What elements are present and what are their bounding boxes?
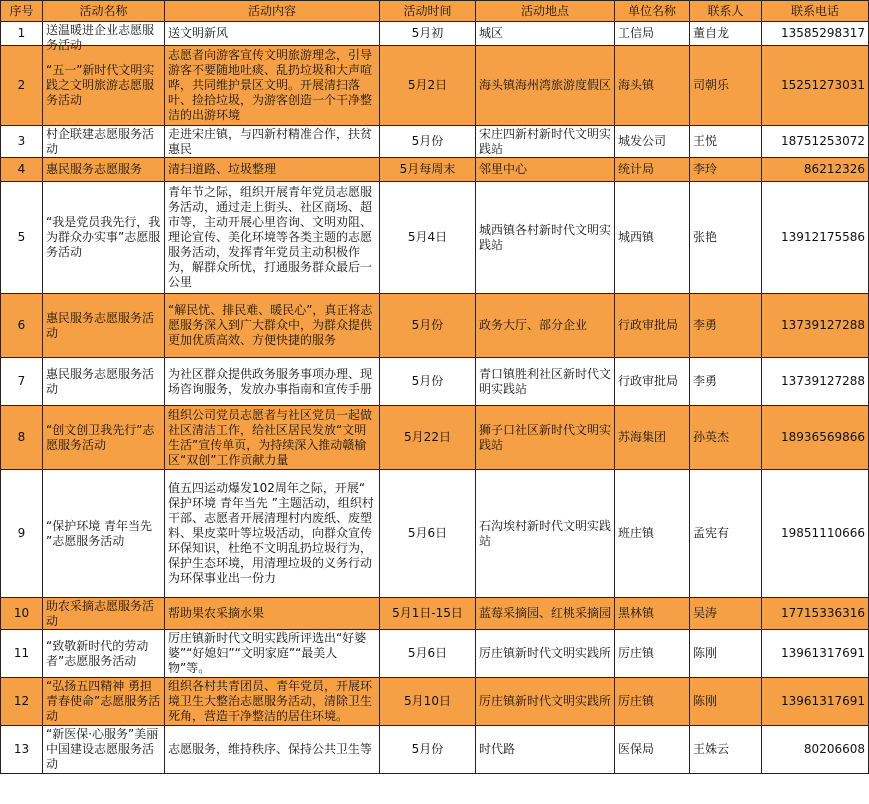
cell-activity-content[interactable] xyxy=(165,470,380,598)
cell-contact-phone[interactable] xyxy=(762,726,869,774)
cell-organization[interactable] xyxy=(615,598,690,630)
table-row xyxy=(1,46,869,126)
cell-activity-name[interactable] xyxy=(43,598,165,630)
cell-contact-phone-text: 13961317691 xyxy=(781,646,865,660)
cell-contact-person-text: 王姝云 xyxy=(693,742,730,756)
cell-contact-person-text: 董自龙 xyxy=(693,26,730,40)
cell-activity-time-text: 5月4日 xyxy=(407,230,448,244)
cell-activity-time[interactable] xyxy=(380,358,476,406)
cell-organization[interactable] xyxy=(615,126,690,158)
cell-activity-content[interactable] xyxy=(165,294,380,358)
cell-activity-content-text: 组织各村共青团员、青年党员，开展环境卫生大整治志愿服务活动，清除卫生死角，营造干净整洁的居住环境。 xyxy=(168,679,373,723)
cell-contact-person-text: 张艳 xyxy=(693,230,718,244)
table-row xyxy=(1,678,869,726)
cell-activity-time-text: 5月6日 xyxy=(407,526,448,540)
cell-activity-location[interactable] xyxy=(476,46,615,126)
cell-activity-name[interactable] xyxy=(43,726,165,774)
table-row xyxy=(1,158,869,182)
cell-activity-name-text: “五一”新时代文明实践之文明旅游志愿服务活动 xyxy=(46,63,155,107)
cell-activity-time-text: 5月每周末 xyxy=(399,162,456,176)
cell-contact-phone[interactable] xyxy=(762,22,869,46)
cell-activity-location-text: 城区 xyxy=(479,26,504,40)
cell-index[interactable] xyxy=(1,182,43,294)
cell-activity-content[interactable] xyxy=(165,598,380,630)
cell-activity-time[interactable] xyxy=(380,294,476,358)
cell-activity-location-text: 邻里中心 xyxy=(479,162,528,176)
cell-activity-content[interactable] xyxy=(165,726,380,774)
cell-organization-text: 黑林镇 xyxy=(618,606,655,620)
cell-contact-phone-text: 15251273031 xyxy=(781,78,865,92)
cell-index-text: 2 xyxy=(17,78,26,92)
cell-organization[interactable] xyxy=(615,678,690,726)
cell-activity-content-text: 清扫道路、垃圾整理 xyxy=(168,162,277,176)
cell-activity-name[interactable] xyxy=(43,182,165,294)
cell-organization[interactable] xyxy=(615,46,690,126)
cell-index-text: 9 xyxy=(17,526,26,540)
cell-activity-content[interactable] xyxy=(165,158,380,182)
cell-contact-person-text: 吴涛 xyxy=(693,606,718,620)
cell-contact-phone-text: 18751253072 xyxy=(781,134,865,148)
cell-index[interactable] xyxy=(1,294,43,358)
cell-contact-phone[interactable] xyxy=(762,406,869,470)
table-row xyxy=(1,358,869,406)
cell-activity-location[interactable] xyxy=(476,726,615,774)
header-contact-person[interactable]: 联系人 xyxy=(690,1,762,22)
cell-activity-location-text: 海头镇海州湾旅游度假区 xyxy=(479,78,612,92)
cell-activity-location[interactable] xyxy=(476,294,615,358)
header-activity-name[interactable]: 活动名称 xyxy=(43,1,165,22)
cell-contact-phone-text: 80206608 xyxy=(803,742,865,756)
cell-activity-content[interactable] xyxy=(165,126,380,158)
cell-index[interactable] xyxy=(1,22,43,46)
cell-index[interactable] xyxy=(1,46,43,126)
cell-activity-content-text: 为社区群众提供政务服务事项办理、现场咨询服务，发放办事指南和宣传手册 xyxy=(168,366,373,396)
cell-activity-location-text: 时代路 xyxy=(479,742,516,756)
cell-activity-time-text: 5月10日 xyxy=(404,694,451,708)
cell-index-text: 6 xyxy=(17,318,26,332)
cell-activity-content[interactable] xyxy=(165,630,380,678)
header-row xyxy=(1,1,869,22)
header-organization[interactable]: 单位名称 xyxy=(615,1,690,22)
cell-contact-phone[interactable] xyxy=(762,630,869,678)
cell-activity-content-text: 志愿者向游客宣传文明旅游理念，引导游客不要随地吐痰、乱扔垃圾和大声喧哗，共同维护景区文明。开展清扫落叶、捡拾垃圾，为游客创造一个干净整洁的出游环境 xyxy=(168,48,373,122)
cell-activity-name-text: “我是党员我先行，我为群众办实事”志愿服务活动 xyxy=(46,215,161,259)
cell-organization-text: 城发公司 xyxy=(618,134,667,148)
cell-contact-phone[interactable] xyxy=(762,46,869,126)
cell-organization[interactable] xyxy=(615,294,690,358)
cell-organization-text: 厉庄镇 xyxy=(618,694,655,708)
cell-index-text: 8 xyxy=(17,430,26,444)
cell-activity-content-text: 帮助果农采摘水果 xyxy=(168,606,265,620)
cell-activity-name[interactable] xyxy=(43,630,165,678)
cell-contact-phone[interactable] xyxy=(762,182,869,294)
cell-index-text: 7 xyxy=(17,374,26,388)
cell-activity-name-text: “保护环境 青年当先 ”志愿服务活动 xyxy=(46,518,153,548)
cell-activity-content-text: 送文明新风 xyxy=(168,26,229,40)
cell-activity-time-text: 5月22日 xyxy=(404,430,451,444)
cell-activity-time[interactable] xyxy=(380,46,476,126)
header-contact-phone[interactable]: 联系电话 xyxy=(762,1,869,22)
cell-activity-location-text: 城西镇各村新时代文明实践站 xyxy=(479,222,612,252)
cell-activity-name-text: “新医保·心服务”美丽中国建设志愿服务活动 xyxy=(46,727,159,771)
cell-contact-phone-text: 13585298317 xyxy=(781,26,865,40)
cell-organization-text: 医保局 xyxy=(618,742,655,756)
cell-contact-phone[interactable] xyxy=(762,470,869,598)
cell-activity-location-text: 政务大厅、部分企业 xyxy=(479,318,588,332)
cell-index[interactable] xyxy=(1,406,43,470)
cell-activity-time[interactable] xyxy=(380,126,476,158)
cell-activity-name[interactable] xyxy=(43,158,165,182)
cell-activity-location-text: 青口镇胜利社区新时代文明实践站 xyxy=(479,366,612,396)
cell-activity-location-text: 厉庄镇新时代文明实践所 xyxy=(479,694,612,708)
cell-activity-location-text: 狮子口社区新时代文明实践站 xyxy=(479,422,612,452)
cell-activity-name-text: “弘扬五四精神 勇担青春使命”志愿服务活动 xyxy=(46,679,161,723)
cell-organization[interactable] xyxy=(615,22,690,46)
cell-index-text: 10 xyxy=(13,606,30,620)
cell-activity-content-text: “解民忧、排民难、暖民心”，真正将志愿服务深入到广大群众中，为群众提供更加优质高效、方便快捷的服务 xyxy=(168,303,373,347)
cell-contact-person[interactable] xyxy=(690,470,762,598)
cell-activity-name[interactable] xyxy=(43,358,165,406)
cell-contact-person-text: 孟宪有 xyxy=(693,526,730,540)
cell-activity-location[interactable] xyxy=(476,470,615,598)
table-row xyxy=(1,22,869,46)
cell-contact-phone[interactable] xyxy=(762,678,869,726)
cell-activity-content[interactable] xyxy=(165,678,380,726)
cell-activity-content[interactable] xyxy=(165,358,380,406)
cell-activity-name[interactable] xyxy=(43,470,165,598)
cell-activity-name[interactable] xyxy=(43,294,165,358)
cell-contact-person-text: 李玲 xyxy=(693,162,718,176)
cell-activity-location[interactable] xyxy=(476,406,615,470)
table-row xyxy=(1,630,869,678)
cell-index[interactable] xyxy=(1,158,43,182)
cell-activity-content-text: 值五四运动爆发102周年之际，开展“ 保护环境 青年当先 ”主题活动，组织村干部、志愿者开展清理村内废纸、废塑料、果皮菜叶等垃圾活动，向群众宣传环保知识，杜绝不文明乱扔垃圾行为，保护生态环境，用清理垃圾的义务行动为环保事业出一份力 xyxy=(168,481,374,585)
table-row xyxy=(1,726,869,774)
cell-activity-content-text: 厉庄镇新时代文明实践所评选出“好婆婆”“好媳妇”“文明家庭”“最美人物”等。 xyxy=(168,631,367,675)
cell-activity-name[interactable] xyxy=(43,22,165,52)
cell-contact-person[interactable] xyxy=(690,158,762,182)
cell-contact-person[interactable] xyxy=(690,630,762,678)
cell-activity-time[interactable] xyxy=(380,678,476,726)
cell-activity-time-text: 5月份 xyxy=(411,134,444,148)
cell-activity-content-text: 志愿服务，维持秩序、保持公共卫生等 xyxy=(168,742,373,756)
cell-activity-content[interactable] xyxy=(165,46,380,126)
cell-activity-time[interactable] xyxy=(380,630,476,678)
cell-contact-phone-text: 13912175586 xyxy=(781,230,865,244)
cell-contact-person[interactable] xyxy=(690,46,762,126)
cell-organization-text: 行政审批局 xyxy=(618,374,679,388)
cell-index[interactable] xyxy=(1,678,43,726)
cell-activity-location[interactable] xyxy=(476,358,615,406)
cell-activity-location-text: 厉庄镇新时代文明实践所 xyxy=(479,646,612,660)
cell-activity-time[interactable] xyxy=(380,598,476,630)
cell-activity-time[interactable] xyxy=(380,158,476,182)
cell-contact-person-text: 王悦 xyxy=(693,134,718,148)
cell-index[interactable] xyxy=(1,630,43,678)
cell-activity-name-text: 送温暖进企业志愿服务活动 xyxy=(46,23,155,52)
cell-activity-name-text: “致敬新时代的劳动者”志愿服务活动 xyxy=(46,638,149,668)
cell-index-text: 4 xyxy=(17,162,26,176)
cell-contact-person[interactable] xyxy=(690,22,762,46)
cell-activity-time-text: 5月初 xyxy=(411,26,444,40)
cell-organization-text: 行政审批局 xyxy=(618,318,679,332)
cell-organization-text: 海头镇 xyxy=(618,78,655,92)
table-row xyxy=(1,470,869,598)
cell-contact-person-text: 陈刚 xyxy=(693,646,718,660)
cell-activity-content-text: 走进宋庄镇，与四新村精准合作，扶贫惠民 xyxy=(168,127,373,156)
cell-contact-person[interactable] xyxy=(690,598,762,630)
cell-contact-person-text: 司朝乐 xyxy=(693,78,730,92)
cell-contact-person[interactable] xyxy=(690,678,762,726)
cell-activity-time[interactable] xyxy=(380,726,476,774)
cell-index[interactable] xyxy=(1,726,43,774)
table-row xyxy=(1,126,869,158)
cell-index[interactable] xyxy=(1,126,43,158)
cell-activity-content[interactable] xyxy=(165,22,380,46)
cell-activity-location-text: 石沟埃村新时代文明实践站 xyxy=(479,518,612,548)
cell-activity-time-text: 5月份 xyxy=(411,742,444,756)
cell-activity-time[interactable] xyxy=(380,470,476,598)
cell-organization[interactable] xyxy=(615,726,690,774)
table-row xyxy=(1,294,869,358)
cell-contact-person-text: 孙英杰 xyxy=(693,430,730,444)
cell-contact-person-text: 陈刚 xyxy=(693,694,718,708)
cell-activity-name[interactable] xyxy=(43,46,165,126)
cell-contact-phone-text: 13739127288 xyxy=(781,318,865,332)
cell-activity-time[interactable] xyxy=(380,182,476,294)
cell-contact-person[interactable] xyxy=(690,182,762,294)
cell-activity-content[interactable] xyxy=(165,406,380,470)
cell-activity-name-text: 村企联建志愿服务活动 xyxy=(46,127,155,156)
cell-index[interactable] xyxy=(1,470,43,598)
cell-activity-time-text: 5月份 xyxy=(411,318,444,332)
cell-index-text: 1 xyxy=(17,26,26,40)
cell-activity-location[interactable] xyxy=(476,598,615,630)
header-activity-content[interactable]: 活动内容 xyxy=(165,1,380,22)
cell-activity-name[interactable] xyxy=(43,126,165,158)
cell-activity-location[interactable] xyxy=(476,22,615,46)
cell-activity-location-text: 蓝莓采摘园、红桃采摘园 xyxy=(479,606,612,620)
cell-contact-phone-text: 13961317691 xyxy=(781,694,865,708)
cell-contact-person[interactable] xyxy=(690,406,762,470)
cell-contact-person-text: 李勇 xyxy=(693,374,718,388)
cell-activity-location[interactable] xyxy=(476,182,615,294)
cell-activity-content-text: 青年节之际，组织开展青年党员志愿服务活动，通过走上街头、社区商场、超市等，主动开展心里咨询、文明劝阻、理论宣传、美化环境等各类主题的志愿服务活动，发挥青年党员主动积极作为，解群众所忧，打通服务群众最后一公里 xyxy=(168,185,373,289)
cell-organization[interactable] xyxy=(615,630,690,678)
cell-index-text: 3 xyxy=(17,134,26,148)
table-row xyxy=(1,406,869,470)
cell-organization-text: 工信局 xyxy=(618,26,655,40)
header-activity-location[interactable]: 活动地点 xyxy=(476,1,615,22)
cell-activity-name-text: 惠民服务志愿服务活动 xyxy=(46,366,155,396)
cell-activity-name[interactable] xyxy=(43,678,165,726)
cell-contact-person[interactable] xyxy=(690,126,762,158)
cell-activity-time[interactable] xyxy=(380,22,476,46)
cell-activity-time-text: 5月1日-15日 xyxy=(392,606,463,620)
cell-organization-text: 统计局 xyxy=(618,162,655,176)
cell-index-text: 11 xyxy=(13,646,30,660)
cell-contact-phone[interactable] xyxy=(762,126,869,158)
cell-contact-phone-text: 86212326 xyxy=(803,162,865,176)
cell-contact-person[interactable] xyxy=(690,726,762,774)
cell-index[interactable] xyxy=(1,598,43,630)
cell-contact-phone-text: 13739127288 xyxy=(781,374,865,388)
header-index[interactable]: 序号 xyxy=(1,1,43,22)
cell-organization[interactable] xyxy=(615,182,690,294)
cell-index-text: 5 xyxy=(17,230,26,244)
cell-organization-text: 班庄镇 xyxy=(618,526,655,540)
cell-activity-content[interactable] xyxy=(165,182,380,294)
table-row xyxy=(1,182,869,294)
cell-activity-name-text: 助农采摘志愿服务活动 xyxy=(46,599,155,628)
cell-contact-phone-text: 17715336316 xyxy=(781,606,865,620)
cell-contact-phone[interactable] xyxy=(762,598,869,630)
cell-index-text: 12 xyxy=(13,694,30,708)
cell-organization[interactable] xyxy=(615,406,690,470)
cell-activity-location-text: 宋庄四新村新时代文明实践站 xyxy=(479,127,612,156)
cell-contact-phone-text: 18936569866 xyxy=(781,430,865,444)
cell-activity-time-text: 5月2日 xyxy=(407,78,448,92)
cell-activity-name-text: 惠民服务志愿服务 xyxy=(46,162,143,176)
cell-activity-location[interactable] xyxy=(476,158,615,182)
cell-contact-phone[interactable] xyxy=(762,294,869,358)
cell-activity-time[interactable] xyxy=(380,406,476,470)
cell-organization[interactable] xyxy=(615,158,690,182)
cell-contact-person[interactable] xyxy=(690,358,762,406)
table-row xyxy=(1,598,869,630)
cell-index-text: 13 xyxy=(13,742,30,756)
cell-activity-content-text: 组织公司党员志愿者与社区党员一起做社区清洁工作，给社区居民发放“文明生活”宣传单页，为持续深入推动赣榆区“双创”工作贡献力量 xyxy=(168,407,373,467)
cell-contact-person[interactable] xyxy=(690,294,762,358)
cell-activity-name[interactable] xyxy=(43,406,165,470)
cell-activity-name-text: “创文创卫我先行”志愿服务活动 xyxy=(46,422,155,452)
cell-activity-location[interactable] xyxy=(476,630,615,678)
cell-organization-text: 城西镇 xyxy=(618,230,655,244)
header-activity-time[interactable]: 活动时间 xyxy=(380,1,476,22)
cell-organization[interactable] xyxy=(615,470,690,598)
cell-activity-time-text: 5月6日 xyxy=(407,646,448,660)
cell-contact-phone[interactable] xyxy=(762,158,869,182)
cell-activity-time-text: 5月份 xyxy=(411,374,444,388)
cell-activity-name-text: 惠民服务志愿服务活动 xyxy=(46,310,155,340)
cell-organization[interactable] xyxy=(615,358,690,406)
cell-contact-phone[interactable] xyxy=(762,358,869,406)
cell-organization-text: 厉庄镇 xyxy=(618,646,655,660)
cell-activity-location[interactable] xyxy=(476,126,615,158)
cell-contact-phone-text: 19851110666 xyxy=(781,526,865,540)
cell-index[interactable] xyxy=(1,358,43,406)
cell-activity-location[interactable] xyxy=(476,678,615,726)
cell-contact-person-text: 李勇 xyxy=(693,318,718,332)
cell-organization-text: 苏海集团 xyxy=(618,430,667,444)
